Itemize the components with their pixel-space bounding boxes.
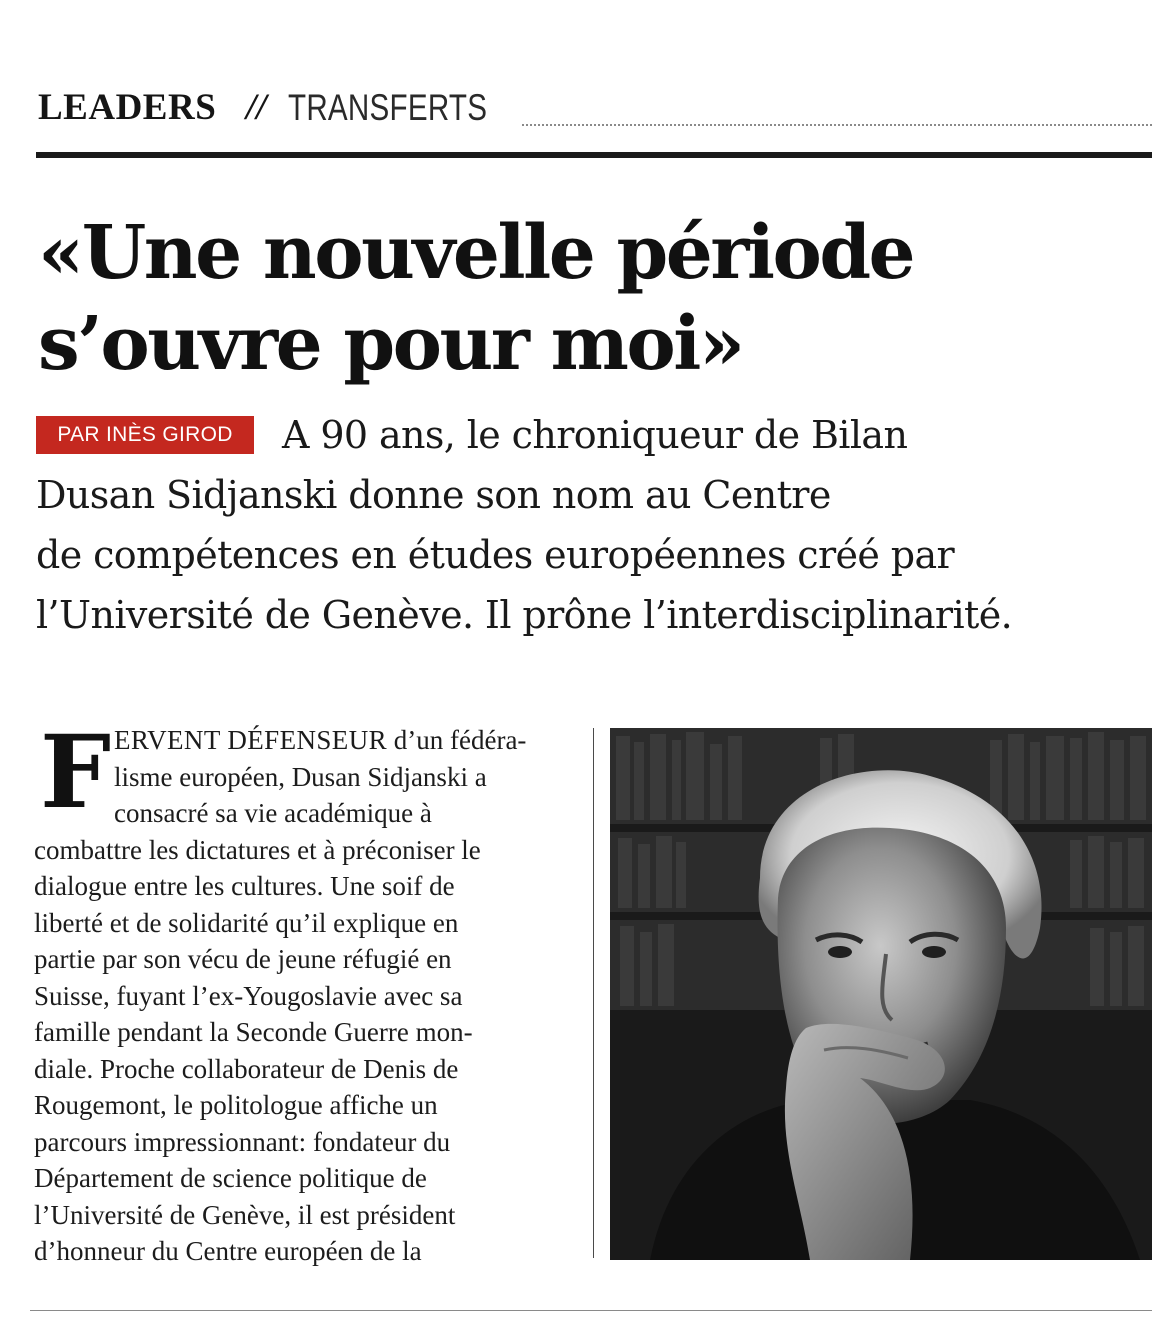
section-subtitle: TRANSFERTS [288,87,488,128]
header-rule [36,152,1152,158]
body-line: combattre les dictatures et à préconiser le [34,834,481,865]
body-line: liberté et de solidarité qu’il explique en [34,907,459,938]
body-line [34,722,574,759]
byline-badge: PAR INÈS GIROD [36,416,254,454]
lead-line-1: A 90 ans, le chroniqueur de Bilan [282,413,908,457]
body-line: l’Université de Genève, il est président [34,1199,456,1230]
lead-line-2: Dusan Sidjanski donne son nom au Centre [36,473,831,517]
lead-line-4: l’Université de Genève. Il prône l’interdisciplinarité. [36,593,1013,637]
section-header [38,86,1152,130]
dotted-leader [522,124,1152,126]
portrait-illustration [610,728,1152,1260]
body-line: d’honneur du Centre européen de la [34,1236,422,1266]
bottom-rule [30,1310,1152,1311]
column-divider [593,728,594,1258]
body-first-words: ERVENT DÉFENSEUR [114,725,387,755]
body-line: Suisse, fuyant l’ex-Yougoslavie avec sa [34,980,463,1011]
headline-line-2: s’ouvre pour moi» [38,301,743,387]
article-headline [38,208,1138,390]
section-separator: // [246,87,267,128]
body-line: Rougemont, le politologue affiche un [34,1090,438,1120]
body-line: partie par son vécu de jeune réfugié en [34,944,452,974]
portrait-photo [610,728,1152,1260]
drop-cap: F [40,713,111,831]
body-line: famille pendant la Seconde Guerre mon- [34,1017,473,1047]
body-line: diale. Proche collaborateur de Denis de [34,1053,459,1084]
lead-line-3: de compétences en études européennes créé par [36,533,955,577]
body-line: Département de science politique de [34,1163,427,1193]
section-title: LEADERS [38,87,217,128]
body-line: parcours impressionnant: fondateur du [34,1126,451,1157]
headline-line-1: «Une nouvelle période [38,210,914,296]
body-line: lisme européen, Dusan Sidjanski a [114,761,487,792]
article-body [34,713,574,1270]
body-line: dialogue entre les cultures. Une soif de [34,871,455,901]
body-line: consacré sa vie académique à [114,798,432,828]
body-line-text: d’un fédéra- [387,725,527,755]
